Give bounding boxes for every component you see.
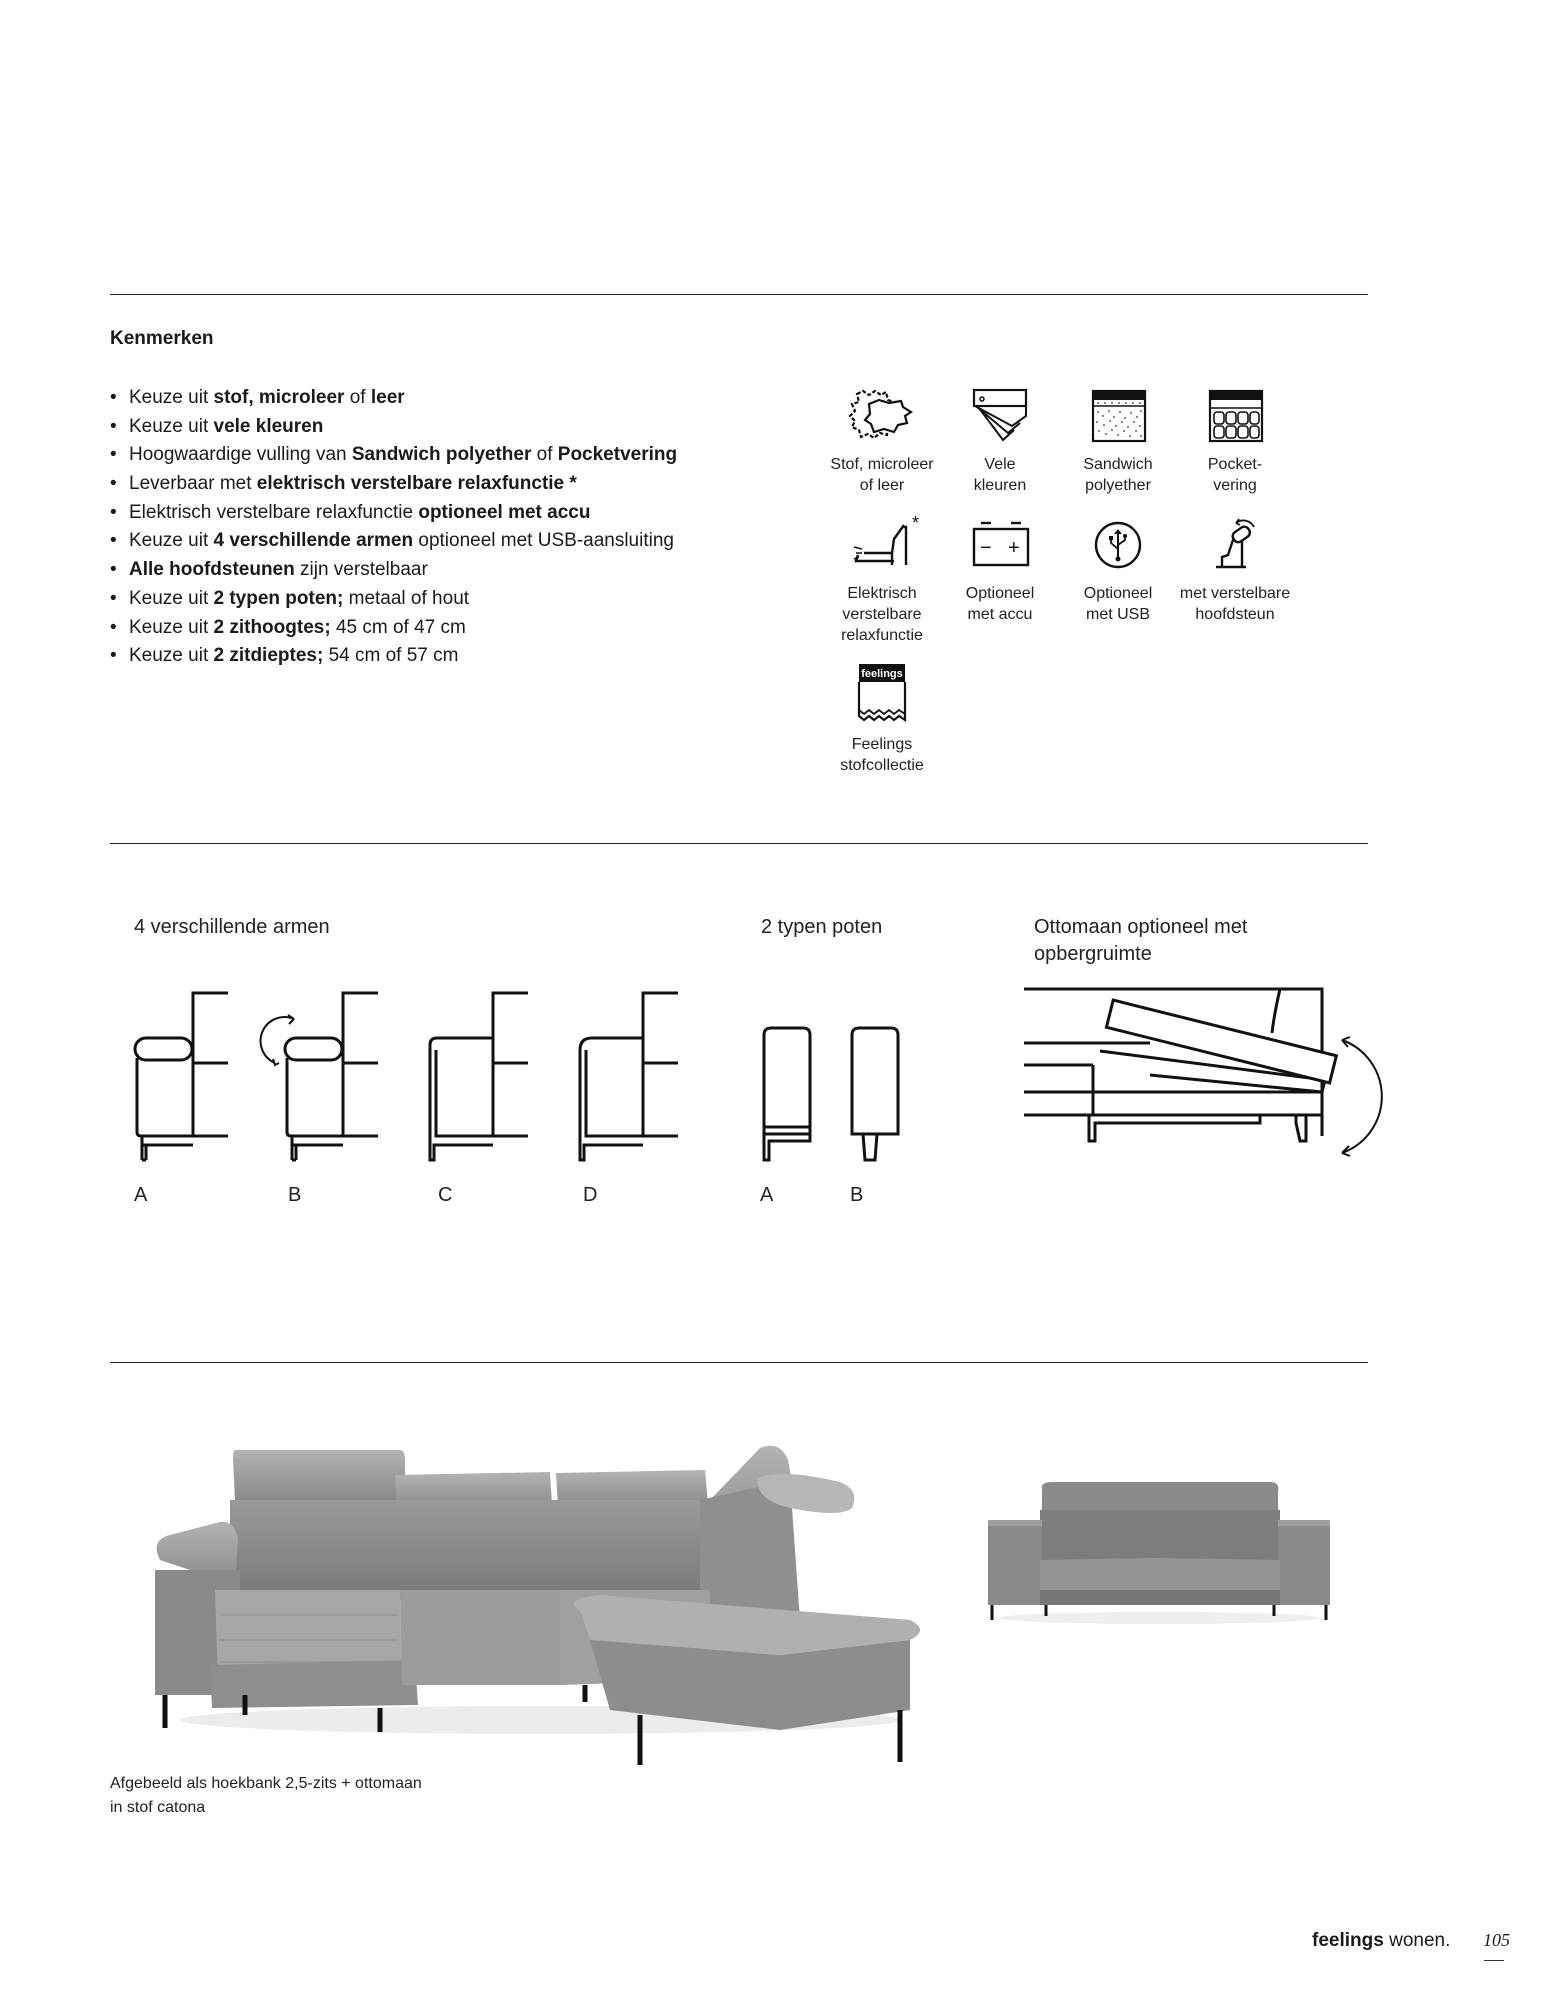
arm-diagrams: [120, 985, 680, 1165]
recliner-icon: [842, 515, 922, 575]
feature-emphasis: 4 verschillende armen: [213, 530, 414, 552]
icon-sandwich: [1053, 386, 1183, 496]
icon-label-line: Sandwich: [1083, 456, 1153, 473]
icon-stof: [817, 386, 947, 496]
icon-usb: [1053, 515, 1183, 625]
section-title-kenmerken: Kenmerken: [110, 328, 214, 349]
ottomaan-label: [1034, 914, 1247, 968]
feelings-badge: feelings: [861, 668, 903, 680]
feature-emphasis: leer: [370, 387, 405, 408]
feature-text: Keuze uit: [129, 530, 214, 552]
feature-text: metaal of hout: [343, 587, 470, 609]
bullet: •: [110, 645, 117, 667]
feature-emphasis: Pocketvering: [557, 444, 678, 466]
feature-text: 54 cm of 57 cm: [323, 645, 459, 667]
divider-top: [110, 294, 1368, 295]
bullet: •: [110, 415, 117, 437]
icon-hoofdsteun: [1170, 515, 1300, 625]
icon-label-line: polyether: [1085, 477, 1151, 494]
feature-text: Hoogwaardige vulling van: [129, 444, 352, 466]
arm-letter-b: B: [288, 1184, 302, 1206]
icon-label-line: Stof, microleer: [830, 456, 934, 473]
ottomaan-label-line: Ottomaan optioneel met: [1034, 916, 1248, 938]
armen-label: 4 verschillende armen: [134, 916, 330, 938]
bullet: •: [110, 501, 117, 523]
feature-text: optioneel met USB-aansluiting: [413, 530, 674, 552]
arm-type-b: [261, 993, 378, 1160]
feature-emphasis: Sandwich polyether: [351, 444, 532, 466]
icon-label-line: Elektrisch: [847, 585, 917, 602]
feature-text: Keuze uit: [129, 387, 214, 408]
icon-label-line: Optioneel: [1083, 585, 1153, 602]
icon-accu: [935, 515, 1065, 625]
icon-label-line: kleuren: [973, 477, 1027, 494]
feature-item: [110, 556, 677, 585]
usb-icon: [1083, 515, 1153, 575]
icon-label-line: Optioneel: [965, 585, 1035, 602]
corner-sofa-image: [140, 1440, 940, 1780]
ottomaan-label-line: opbergruimte: [1034, 943, 1152, 965]
feature-text: Keuze uit: [129, 415, 214, 437]
leg-diagrams: [755, 1025, 905, 1165]
feature-list: [110, 384, 677, 671]
page-number-dash: [1484, 1960, 1504, 1961]
footer-brand-bold: feelings: [1312, 1930, 1384, 1951]
color-swatch-icon: [965, 386, 1035, 446]
feature-text: of: [344, 387, 371, 408]
icon-label-line: Feelings: [851, 736, 913, 753]
feature-text: Elektrisch verstelbare relaxfunctie: [129, 501, 419, 523]
feature-text: of: [531, 444, 558, 466]
leather-hide-icon: [847, 386, 917, 446]
feature-item: [110, 384, 677, 413]
feature-emphasis: stof, microleer: [213, 387, 345, 408]
feature-item: [110, 470, 677, 499]
feature-item: [110, 642, 677, 671]
feature-emphasis: 2 zitdieptes;: [213, 645, 324, 667]
battery-icon: [965, 515, 1035, 575]
icon-label-line: verstelbare: [842, 606, 922, 623]
leg-type-a: [764, 1028, 810, 1160]
feature-emphasis: elektrisch verstelbare relaxfunctie *: [256, 473, 577, 495]
bullet: •: [110, 616, 117, 638]
bullet: •: [110, 587, 117, 609]
feature-text: Keuze uit: [129, 587, 214, 609]
asterisk-mark: *: [912, 513, 920, 533]
feature-emphasis: Alle hoofdsteunen: [129, 559, 295, 581]
leg-letter-b: B: [850, 1184, 864, 1206]
icon-relax: [817, 515, 947, 646]
page-number: 105: [1483, 1930, 1510, 1950]
arm-type-c: [430, 993, 528, 1160]
icon-pocket: [1170, 386, 1300, 496]
feature-text: zijn verstelbaar: [294, 559, 428, 581]
arm-letter-d: D: [583, 1184, 598, 1206]
bullet: •: [110, 444, 117, 466]
poten-label: 2 typen poten: [761, 916, 883, 938]
feature-emphasis: optioneel met accu: [418, 501, 591, 523]
icon-label-line: Pocket-: [1207, 456, 1263, 473]
bullet: •: [110, 473, 117, 495]
divider-bottom: [110, 1362, 1368, 1363]
leg-letter-a: A: [760, 1184, 774, 1206]
icon-label-line: Vele: [984, 456, 1016, 473]
icon-label-line: met accu: [967, 606, 1033, 623]
bullet: •: [110, 387, 117, 408]
arm-type-a: [135, 993, 228, 1160]
feature-item: [110, 441, 677, 470]
icon-label-line: of leer: [859, 477, 905, 494]
icon-label-line: hoofdsteun: [1195, 606, 1275, 623]
leg-type-b: [852, 1028, 898, 1160]
ottoman-diagram: [1020, 985, 1400, 1165]
feature-emphasis: 2 typen poten;: [213, 587, 344, 609]
feature-text: 45 cm of 47 cm: [330, 616, 466, 638]
icon-kleuren: [935, 386, 1065, 496]
battery-minus: −: [980, 537, 992, 559]
feature-item: [110, 413, 677, 442]
caption-line: Afgebeeld als hoekbank 2,5-zits + ottomaan: [110, 1775, 422, 1792]
bullet: •: [110, 530, 117, 552]
fabric-label-icon: [847, 662, 917, 726]
icon-label-line: relaxfunctie: [841, 627, 923, 644]
icon-label-line: stofcollectie: [840, 757, 924, 774]
arm-letter-c: C: [438, 1184, 453, 1206]
feature-text: Keuze uit: [129, 645, 214, 667]
feature-item: [110, 585, 677, 614]
arm-letter-a: A: [134, 1184, 148, 1206]
feature-item: [110, 614, 677, 643]
feature-text: Keuze uit: [129, 616, 214, 638]
pocket-spring-icon: [1200, 386, 1270, 446]
icon-label-line: vering: [1213, 477, 1257, 494]
two-seat-sofa-image: [980, 1480, 1330, 1630]
icon-label-line: met USB: [1085, 606, 1150, 623]
feature-item: [110, 499, 677, 528]
foam-layer-icon: [1083, 386, 1153, 446]
footer-brand-rest: wonen.: [1383, 1930, 1451, 1951]
battery-plus: +: [1008, 537, 1020, 559]
icon-label-line: met verstelbare: [1179, 585, 1291, 602]
footer-brand: [1312, 1930, 1450, 1952]
feature-emphasis: vele kleuren: [213, 415, 324, 437]
divider-middle: [110, 843, 1368, 844]
image-caption: [110, 1772, 422, 1820]
arm-type-d: [580, 993, 678, 1160]
feature-item: [110, 527, 677, 556]
icon-feelings: [817, 662, 947, 776]
feature-emphasis: 2 zithoogtes;: [213, 616, 331, 638]
feature-text: Leverbaar met: [129, 473, 257, 495]
bullet: •: [110, 559, 117, 581]
headrest-icon: [1200, 515, 1270, 575]
caption-line: in stof catona: [110, 1799, 206, 1816]
